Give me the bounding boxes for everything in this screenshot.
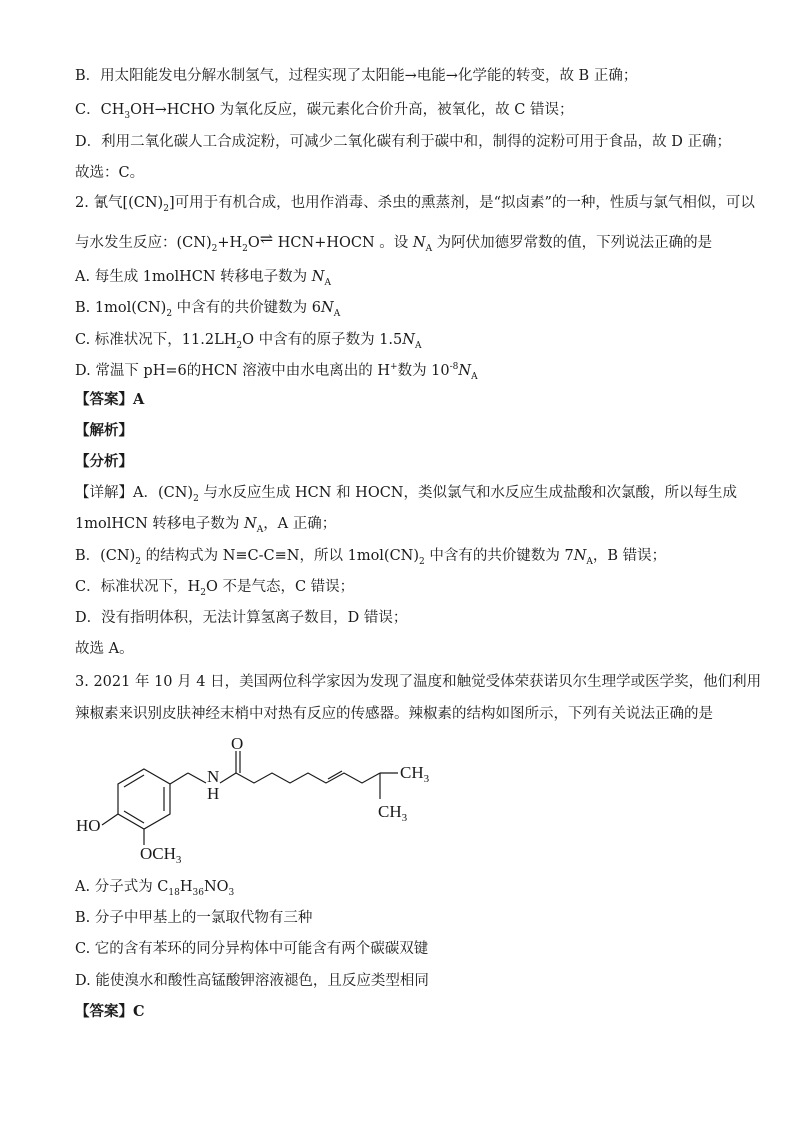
- ch3-upper-label: $CH_3$: [400, 763, 430, 785]
- benzene-ring: [118, 769, 170, 829]
- ring-double-bond: [124, 811, 144, 823]
- q2-detail-c: C．标准状况下，$H_2O$ 不是气态，C 错误；: [75, 579, 355, 598]
- q2-detail-d: D．没有指明体积，无法计算氢离子数目，D 错误；: [75, 610, 408, 626]
- capsaicin-structure-diagram: [60, 733, 460, 872]
- q2-fenxi-heading: 【分析】: [75, 453, 133, 470]
- q1-option-b: B．用太阳能发电分解水制氢气，过程实现了太阳能→电能→化学能的转变，故 B 正确；: [75, 68, 638, 84]
- q1-option-c: C．$CH_3OH\to HCHO$ 为氧化反应，碳元素化合价升高，被氧化，故 C 错误；: [75, 102, 574, 121]
- q3-stem-line2: 辣椒素来识别皮肤神经末梢中对热有反应的传感器。辣椒素的结构如图所示，下列有关说法正确的是: [75, 706, 713, 722]
- q2-option-a: A. 每生成 1molHCN 转移电子数为 $N_A$: [75, 269, 331, 288]
- ch3-lower-label: $CH_3$: [378, 802, 408, 824]
- q1-choice: 故选：C。: [75, 165, 145, 181]
- q2-analysis-heading: 【解析】: [75, 422, 133, 439]
- q2-detail-a-line1: 【详解】A．$(CN)_2$ 与水反应生成 HCN 和 HOCN，类似氯气和水反应生成盐酸和次氯酸，所以每生成: [75, 485, 737, 504]
- q2-detail-b: B．$(CN)_2$ 的结构式为 N≡C-C≡N，所以 $1mol(CN)_2$ 中含有的共价键数为 $7N_A$，B 错误；: [75, 548, 667, 567]
- q3-option-d: D. 能使溴水和酸性高锰酸钾溶液褪色，且反应类型相同: [75, 973, 429, 989]
- alkyl-chain: [236, 773, 380, 783]
- q1-option-d: D．利用二氧化碳人工合成淀粉，可减少二氧化碳有利于碳中和，制得的淀粉可用于食品，故 D 正确；: [75, 134, 731, 150]
- q2-stem-line1: 2. 氰气$[(CN)_2]$可用于有机合成，也用作消毒、杀虫的熏蒸剂，是“拟卤素”的一种，性质与氯气相似，可以: [75, 195, 755, 214]
- q3-option-c: C. 它的含有苯环的同分异构体中可能含有两个碳碳双键: [75, 941, 429, 957]
- q3-option-a: A. 分子式为 $C_{18}H_{36}NO_3$: [75, 879, 235, 898]
- q2-option-c: C. 标准状况下，$11.2LH_2O$ 中含有的原子数为 $1.5N_A$: [75, 332, 422, 351]
- q3-option-b: B. 分子中甲基上的一氯取代物有三种: [75, 910, 313, 926]
- q2-choice: 故选 A。: [75, 641, 134, 657]
- q2-option-b: B. $1mol(CN)_2$ 中含有的共价键数为 $6N_A$: [75, 300, 341, 319]
- q3-stem-line1: 3. 2021 年 10 月 4 日，美国两位科学家因为发现了温度和触觉受体荣获诺贝尔生理学或医学奖，他们利用: [75, 674, 762, 690]
- q3-answer: 【答案】C: [75, 1003, 145, 1020]
- ring-double-bond: [124, 775, 144, 787]
- nh-hydrogen-label: H: [207, 784, 220, 803]
- q2-option-d: D. 常温下 pH=6的HCN 溶液中由水电离出的 H+数为 $10^{-8}N_A$: [75, 362, 478, 382]
- hydroxyl-label: HO: [76, 816, 101, 835]
- n-carbonyl-bond: [220, 773, 236, 783]
- ho-bond: [102, 814, 118, 825]
- molecule-bonds: [102, 751, 398, 845]
- q2-answer: 【答案】A: [75, 391, 145, 408]
- oxygen-label: O: [231, 734, 244, 753]
- ch2-bond: [170, 773, 188, 784]
- q2-detail-a-line2: 1molHCN 转移电子数为 $N_A$，A 正确；: [75, 516, 337, 535]
- methoxy-label: $OCH_3$: [140, 844, 182, 866]
- ch2-n-bond: [188, 773, 206, 783]
- nitrogen-label: N: [207, 767, 220, 786]
- equilibrium-arrow-icon: ⇌: [259, 229, 274, 248]
- q2-stem-line2: 与水发生反应：$(CN)_2+H_2O\rightleftharpoons$ HCN+HOCN 。设 $N_A$ 为阿伏加德罗常数的值，下列说法正确的是: [75, 229, 713, 254]
